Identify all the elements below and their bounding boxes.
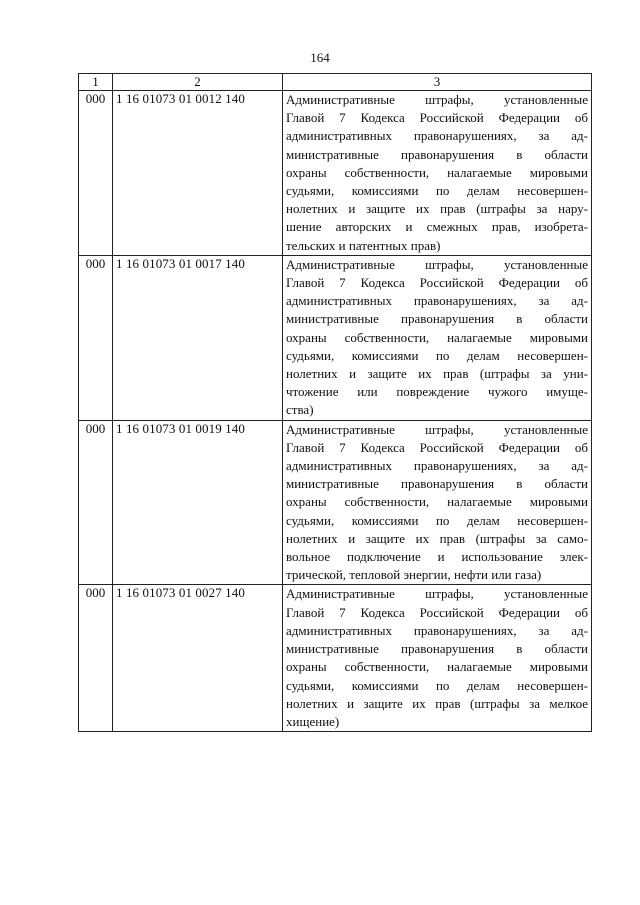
admin-code-cell: 000 — [79, 91, 113, 256]
description-line: Главой 7 Кодекса Российской Федерации об — [286, 604, 588, 620]
description-line: Административные штрафы, установленные — [286, 421, 588, 437]
description-line: административных правонарушениях, за ад- — [286, 128, 588, 144]
budget-classification-table — [78, 73, 592, 732]
description-line: шение авторских и смежных прав, изобрета- — [286, 219, 588, 235]
description-line: нолетних и защите их прав (штрафы за нару- — [286, 201, 588, 217]
description-cell — [283, 585, 592, 732]
kbk-code-cell: 1 16 01073 01 0012 140 — [113, 91, 283, 256]
table-row — [79, 255, 592, 420]
description-line: Главой 7 Кодекса Российской Федерации об — [286, 110, 588, 126]
description-line: министративные правонарушения в области — [286, 641, 588, 657]
description-line: тельских и патентных прав) — [286, 237, 441, 253]
table-row — [79, 91, 592, 256]
description-line: Административные штрафы, установленные — [286, 586, 588, 602]
page-number: 164 — [310, 50, 330, 65]
description-line: нолетних и защите их прав (штрафы за само- — [286, 530, 588, 546]
description-line: хищение) — [286, 713, 340, 729]
description-cell — [283, 255, 592, 420]
column-header-1: 1 — [79, 74, 113, 91]
description-line: Административные штрафы, установленные — [286, 256, 588, 272]
admin-code-cell: 000 — [79, 255, 113, 420]
description-line: охраны собственности, налагаемые мировыми — [286, 494, 588, 510]
table-row — [79, 585, 592, 732]
description-line: министративные правонарушения в области — [286, 311, 588, 327]
description-cell — [283, 420, 592, 585]
description-line: Административные штрафы, установленные — [286, 92, 588, 107]
table-row — [79, 420, 592, 585]
description-line: административных правонарушениях, за ад- — [286, 622, 588, 638]
description-line: ства) — [286, 402, 314, 418]
description-line: трической, тепловой энергии, нефти или газа) — [286, 567, 542, 583]
column-header-2: 2 — [113, 74, 283, 91]
description-line: судьями, комиссиями по делам несовершен- — [286, 677, 588, 693]
description-line: административных правонарушениях, за ад- — [286, 458, 588, 474]
column-header-3: 3 — [283, 74, 592, 91]
description-line: вольное подключение и использование элек- — [286, 549, 588, 565]
description-cell — [283, 91, 592, 256]
admin-code-cell: 000 — [79, 420, 113, 585]
description-line: охраны собственности, налагаемые мировыми — [286, 659, 588, 675]
description-line: министративные правонарушения в области — [286, 476, 588, 492]
description-line: охраны собственности, налагаемые мировыми — [286, 164, 588, 180]
description-line: нолетних и защите их прав (штрафы за мелкое — [286, 695, 588, 711]
table-header-row — [79, 74, 592, 91]
description-line: судьями, комиссиями по делам несовершен- — [286, 347, 588, 363]
admin-code-cell: 000 — [79, 585, 113, 732]
description-line: судьями, комиссиями по делам несовершен- — [286, 512, 588, 528]
description-line: административных правонарушениях, за ад- — [286, 293, 588, 309]
description-line: министративные правонарушения в области — [286, 146, 588, 162]
description-line: Главой 7 Кодекса Российской Федерации об — [286, 275, 588, 291]
description-line: чтожение или повреждение чужого имуще- — [286, 384, 588, 400]
description-line: охраны собственности, налагаемые мировыми — [286, 329, 588, 345]
description-line: судьями, комиссиями по делам несовершен- — [286, 183, 588, 199]
table-body — [79, 91, 592, 732]
kbk-code-cell: 1 16 01073 01 0017 140 — [113, 255, 283, 420]
description-line: Главой 7 Кодекса Российской Федерации об — [286, 439, 588, 455]
description-line: нолетних и защите их прав (штрафы за уни- — [286, 366, 588, 382]
kbk-code-cell: 1 16 01073 01 0027 140 — [113, 585, 283, 732]
kbk-code-cell: 1 16 01073 01 0019 140 — [113, 420, 283, 585]
